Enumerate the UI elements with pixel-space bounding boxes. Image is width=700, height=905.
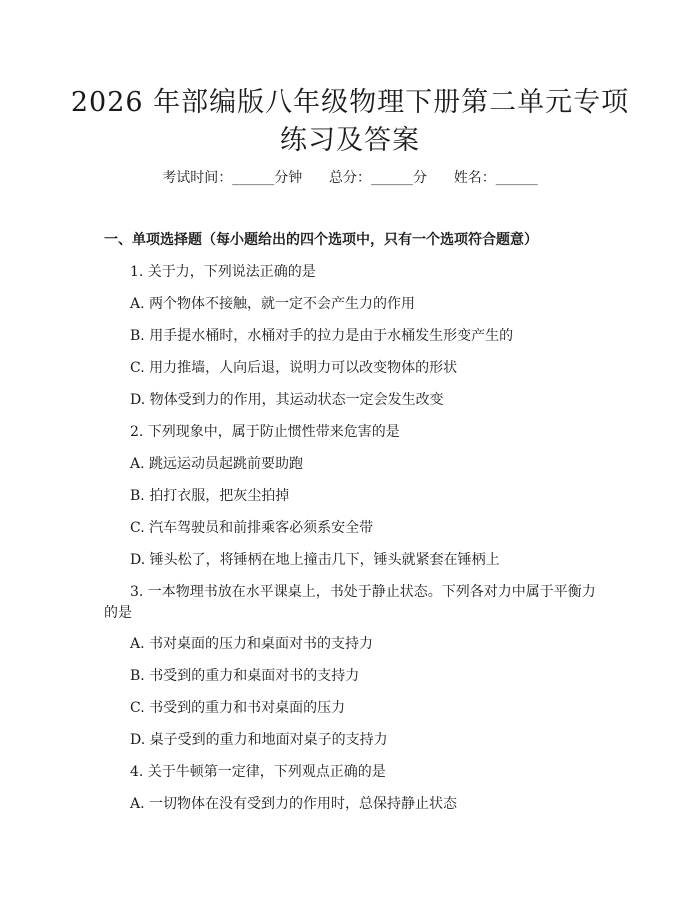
question-3-option-d: D. 桌子受到的重力和地面对桌子的支持力: [130, 732, 388, 748]
question-3-stem-continued: 的是: [104, 605, 132, 621]
question-1-option-c: C. 用力推墙，人向后退，说明力可以改变物体的形状: [130, 360, 458, 376]
question-4-option-a: A. 一切物体在没有受到力的作用时，总保持静止状态: [130, 796, 458, 812]
question-3-option-b: B. 书受到的重力和桌面对书的支持力: [130, 668, 360, 684]
question-3-stem: 3. 一本物理书放在水平课桌上，书处于静止状态。下列各对力中属于平衡力: [130, 584, 596, 600]
question-2-option-b: B. 拍打衣服，把灰尘拍掉: [130, 488, 290, 504]
question-1-stem: 1. 关于力，下列说法正确的是: [130, 264, 316, 280]
section-heading-single-choice: 一、单项选择题（每小题给出的四个选项中，只有一个选项符合题意）: [104, 232, 538, 248]
question-1-option-d: D. 物体受到力的作用，其运动状态一定会发生改变: [130, 392, 444, 408]
question-1-option-b: B. 用手提水桶时，水桶对手的拉力是由于水桶发生形变产生的: [130, 328, 514, 344]
question-2-option-a: A. 跳远运动员起跳前要助跑: [130, 456, 304, 472]
question-3-option-a: A. 书对桌面的压力和桌面对书的支持力: [130, 636, 374, 652]
question-2-option-c: C. 汽车驾驶员和前排乘客必须系安全带: [130, 520, 374, 536]
document-title-line-1: 2026 年部编版八年级物理下册第二单元专项: [70, 87, 630, 118]
question-4-stem: 4. 关于牛顿第一定律，下列观点正确的是: [130, 764, 386, 780]
document-title-line-2: 练习及答案: [280, 125, 420, 156]
question-3-option-c: C. 书受到的重力和书对桌面的压力: [130, 700, 346, 716]
question-2-option-d: D. 锤头松了，将锤柄在地上撞击几下，锤头就紧套在锤柄上: [130, 552, 500, 568]
question-1-option-a: A. 两个物体不接触，就一定不会产生力的作用: [130, 296, 416, 312]
question-2-stem: 2. 下列现象中，属于防止惯性带来危害的是: [130, 424, 400, 440]
exam-info: 考试时间：______分钟 总分：______分 姓名：______: [162, 170, 538, 186]
